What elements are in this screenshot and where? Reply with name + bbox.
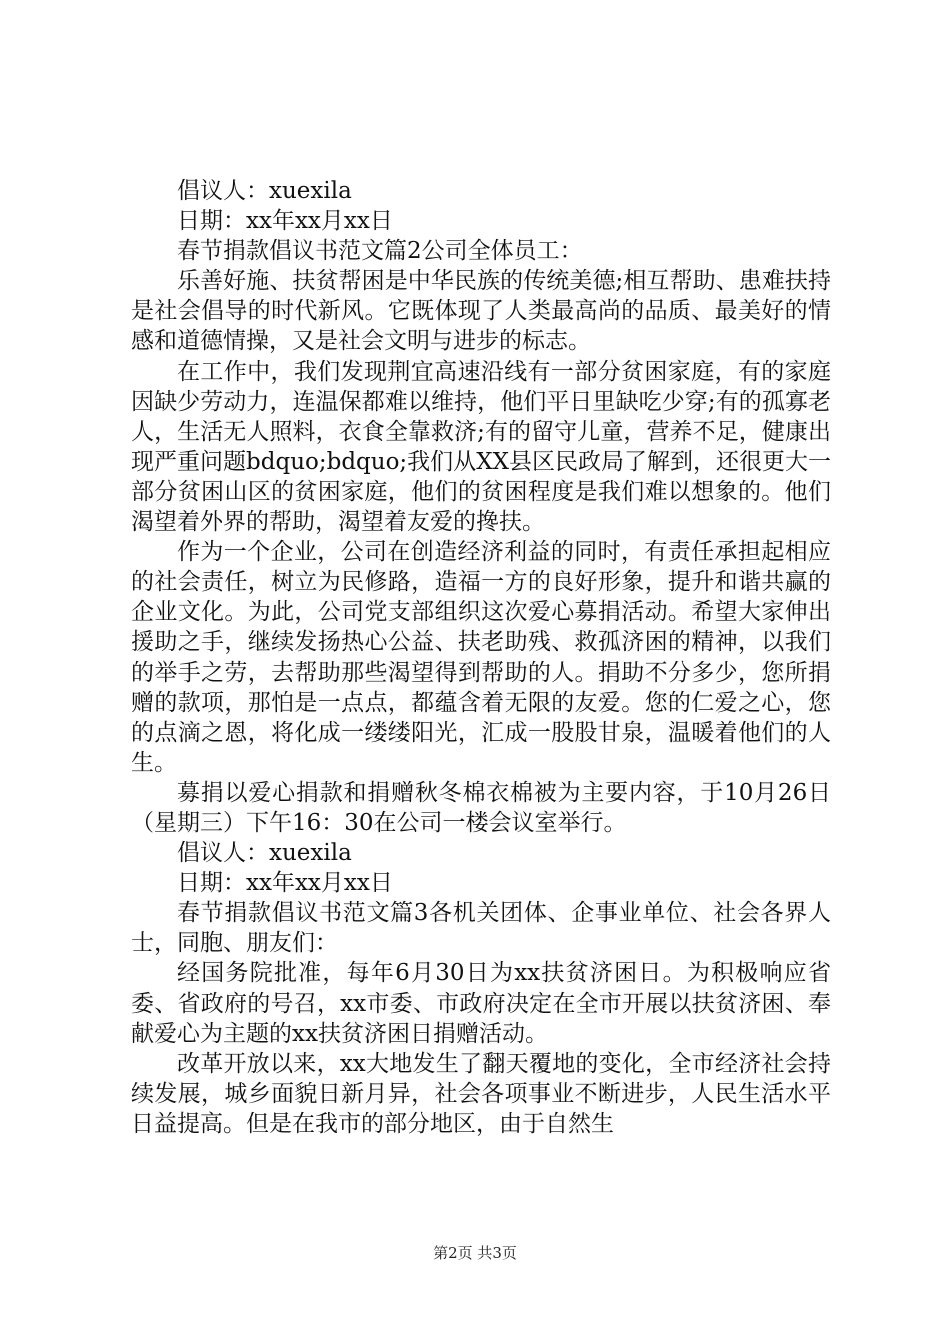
body-paragraph: 经国务院批准，每年6月30日为xx扶贫济困日。为积极响应省委、省政府的号召，xx市委、市政府决定在全市开展以扶贫济困、奉献爱心为主题的xx扶贫济困日捐赠活动。 — [131, 960, 831, 1047]
page-number-footer: 第2页 共3页 — [433, 1244, 517, 1262]
body-paragraph: 改革开放以来，xx大地发生了翻天覆地的变化，全市经济社会持续发展，城乡面貌日新月异，社会各项事业不断进步，人民生活水平日益提高。但是在我市的部分地区，由于自然生 — [131, 1050, 831, 1137]
signatory-line-1: 倡议人：xuexila — [177, 178, 352, 204]
section-heading-3: 春节捐款倡议书范文篇3各机关团体、企事业单位、社会各界人士，同胞、朋友们： — [131, 900, 831, 957]
body-paragraph: 乐善好施、扶贫帮困是中华民族的传统美德;相互帮助、患难扶持是社会倡导的时代新风。它既体现了人类最高尚的品质、最美好的情感和道德情操，又是社会文明与进步的标志。 — [131, 268, 831, 355]
date-line-2: 日期：xx年xx月xx日 — [177, 870, 393, 897]
date-line-1: 日期：xx年xx月xx日 — [177, 208, 393, 235]
body-paragraph: 募捐以爱心捐款和捐赠秋冬棉衣棉被为主要内容，于10月26日（星期三）下午16：30在公司一楼会议室举行。 — [131, 779, 831, 836]
body-paragraph: 在工作中，我们发现荆宜高速沿线有一部分贫困家庭，有的家庭因缺少劳动力，连温保都难以维持，他们平日里缺吃少穿;有的孤寡老人，生活无人照料，衣食全靠救济;有的留守儿童，营养不足，健康出现严重问题bdquo;bdquo;我们从XX县区民政局了解到，还很更大一部分贫困山区的贫困家庭，他们的贫困程度是我们难以想象的。他们渴望着外界的帮助，渴望着友爱的搀扶。 — [131, 358, 831, 536]
section-heading-2: 春节捐款倡议书范文篇2公司全体员工： — [177, 238, 583, 265]
body-paragraph: 作为一个企业，公司在创造经济利益的同时，有责任承担起相应的社会责任，树立为民修路，造福一方的良好形象，提升和谐共赢的企业文化。为此，公司党支部组织这次爱心募捐活动。希望大家伸出援助之手，继续发扬热心公益、扶老助残、救孤济困的精神，以我们的举手之劳，去帮助那些渴望得到帮助的人。捐助不分多少，您所捐赠的款项，那怕是一点点，都蕴含着无限的友爱。您的仁爱之心，您的点滴之恩，将化成一缕缕阳光，汇成一股股甘泉，温暖着他们的人生。 — [131, 539, 831, 776]
document-body — [131, 176, 831, 1139]
signatory-line-2: 倡议人：xuexila — [177, 840, 352, 867]
